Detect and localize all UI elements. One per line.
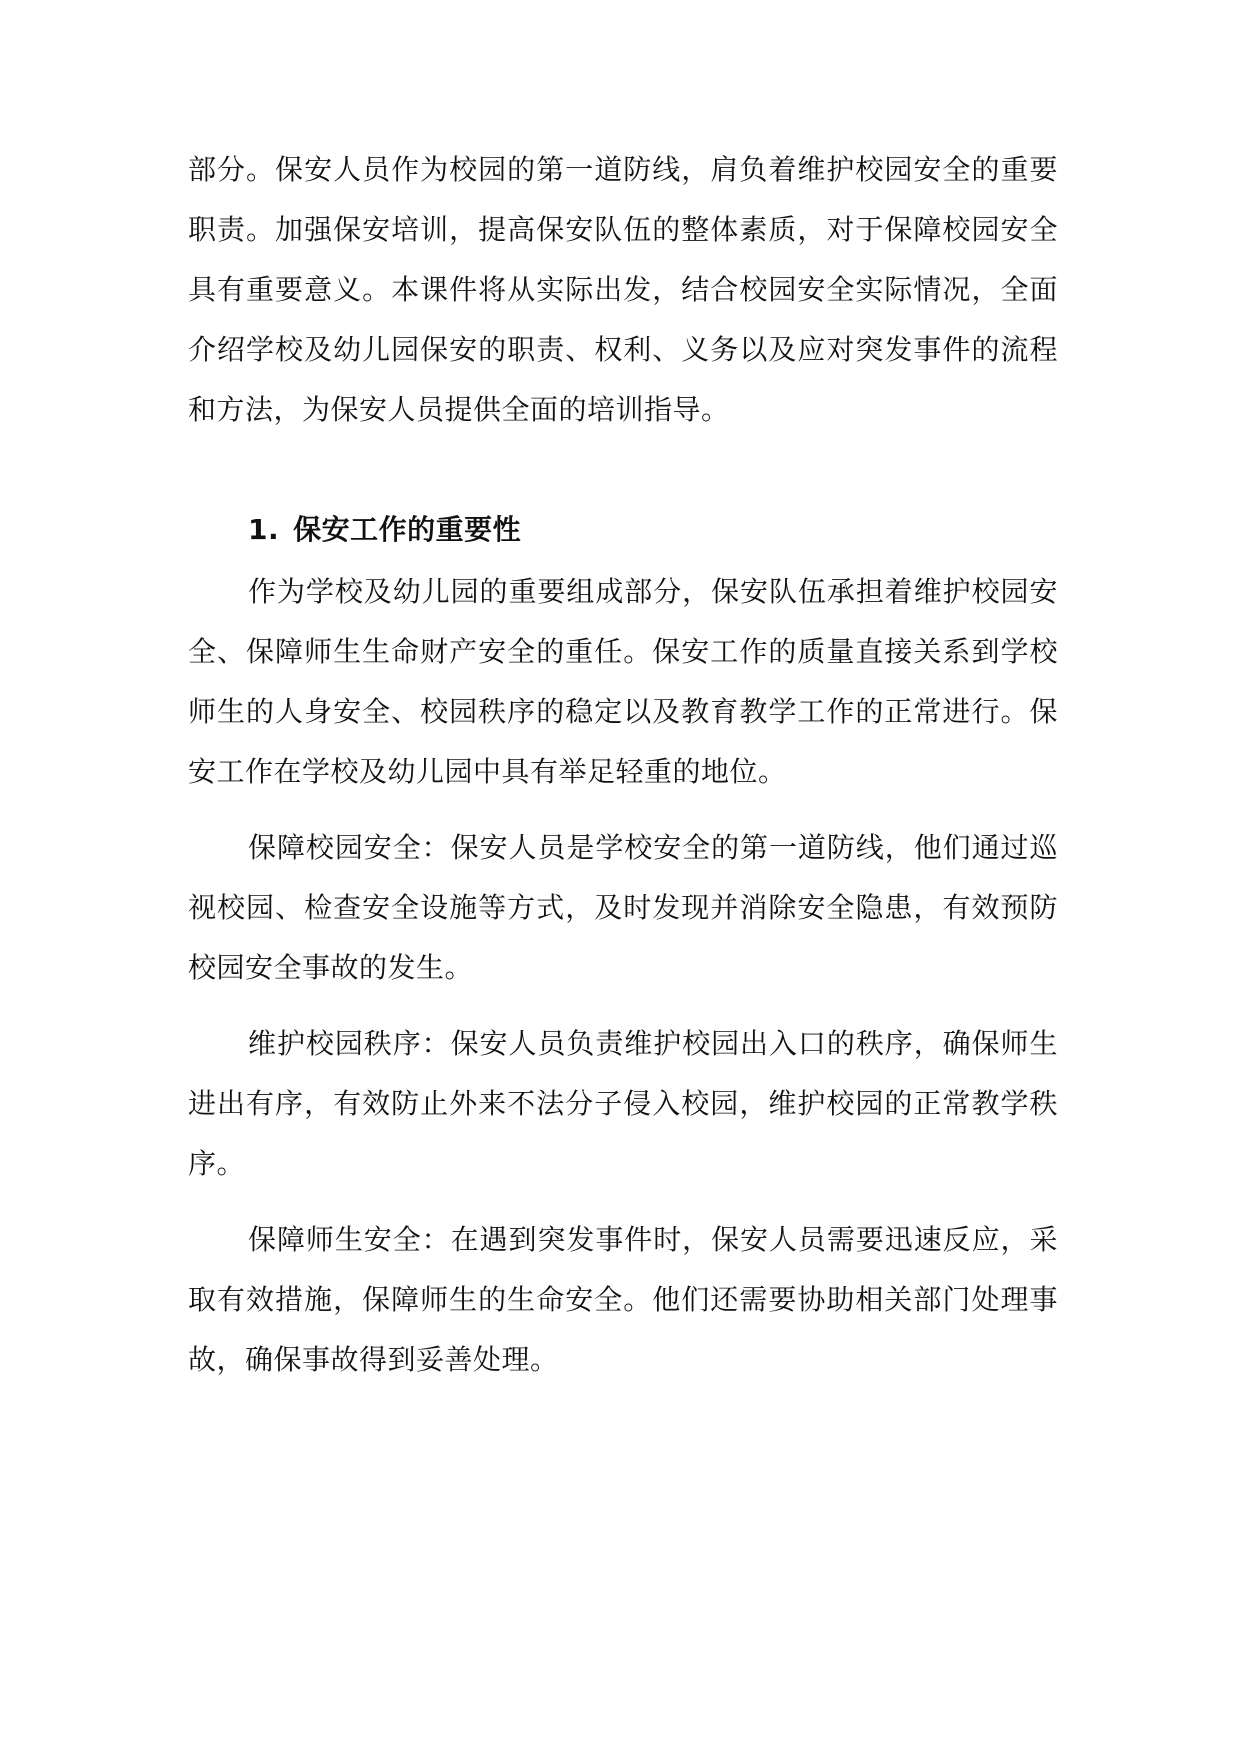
body-paragraph-1: 作为学校及幼儿园的重要组成部分，保安队伍承担着维护校园安全、保障师生生命财产安全的重任。保安工作的质量直接关系到学校师生的人身安全、校园秩序的稳定以及教育教学工作的正常进行。保安工作在学校及幼儿园中具有举足轻重的地位。 bbox=[188, 575, 1058, 788]
body-paragraph-3: 维护校园秩序：保安人员负责维护校园出入口的秩序，确保师生进出有序，有效防止外来不法分子侵入校园，维护校园的正常教学秩序。 bbox=[188, 1027, 1058, 1180]
section-heading bbox=[188, 500, 1058, 560]
intro-paragraph: 部分。保安人员作为校园的第一道防线，肩负着维护校园安全的重要职责。加强保安培训，提高保安队伍的整体素质，对于保障校园安全具有重要意义。本课件将从实际出发，结合校园安全实际情况，全面介绍学校及幼儿园保安的职责、权利、义务以及应对突发事件的流程和方法，为保安人员提供全面的培训指导。 bbox=[188, 153, 1058, 426]
body-paragraph-4: 保障师生安全：在遇到突发事件时，保安人员需要迅速反应，采取有效措施，保障师生的生命安全。他们还需要协助相关部门处理事故，确保事故得到妥善处理。 bbox=[188, 1223, 1058, 1376]
section-number: 1. bbox=[248, 513, 280, 546]
body-paragraph-2: 保障校园安全：保安人员是学校安全的第一道防线，他们通过巡视校园、检查安全设施等方式，及时发现并消除安全隐患，有效预防校园安全事故的发生。 bbox=[188, 831, 1058, 984]
section-title: 保安工作的重要性 bbox=[293, 513, 522, 546]
document-body bbox=[188, 140, 1058, 1390]
